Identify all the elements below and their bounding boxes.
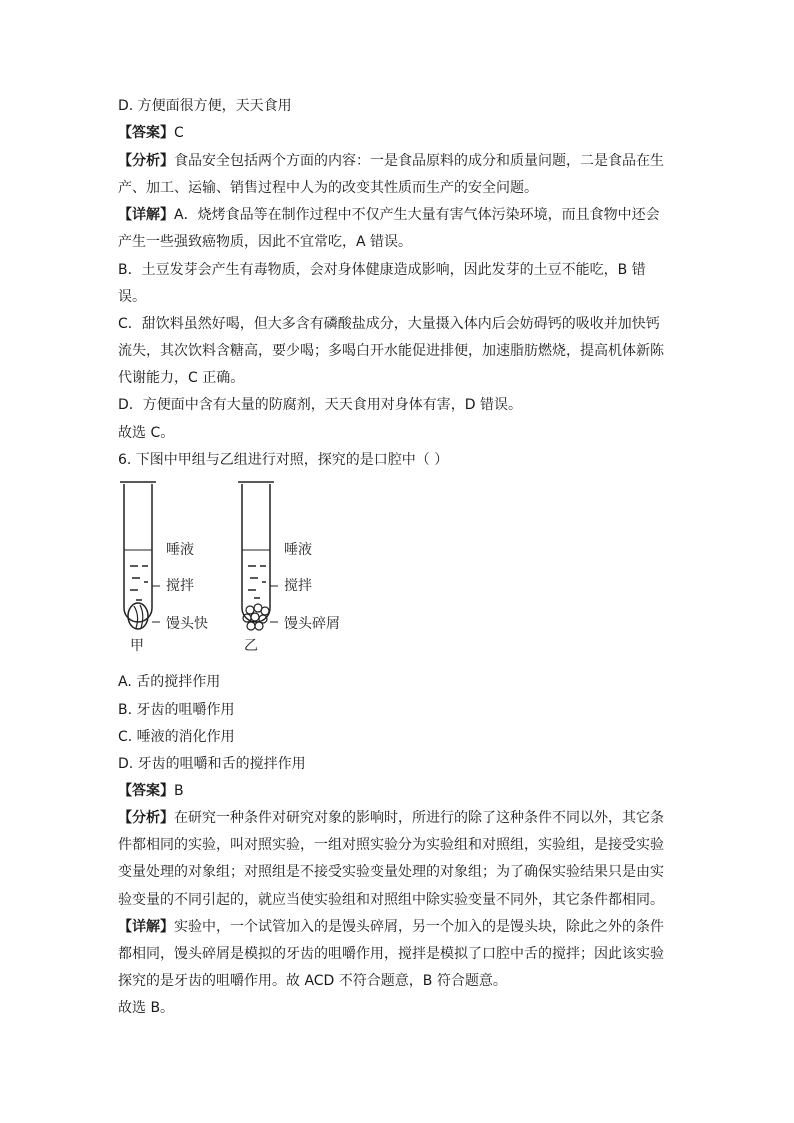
section-tag: 【答案】 xyxy=(118,125,174,141)
line-text: C．甜饮料虽然好喝，但大多含有磷酸盐成分，大量摄入体内后会妨碍钙的吸收并加快钙 xyxy=(118,316,660,332)
line-text: 验变量的不同引起的，就应当使实验组和对照组中除实验变量不同外，其它条件都相同。 xyxy=(118,892,664,908)
line-text: B xyxy=(174,783,184,799)
text-line-9 xyxy=(118,314,660,334)
line-text: 在研究一种条件对研究对象的影响时，所进行的除了这种条件不同以外，其它条 xyxy=(174,810,664,826)
line-text: C. 唾液的消化作用 xyxy=(118,729,235,745)
tube1-saliva-label: 唾液 xyxy=(166,542,194,558)
section-tag: 【详解】 xyxy=(118,207,174,223)
section-tag: 【答案】 xyxy=(118,783,174,799)
text-line-23 xyxy=(118,890,664,910)
line-text: 故选 B。 xyxy=(118,1000,175,1016)
text-line-18 xyxy=(118,754,306,774)
text-line-22 xyxy=(118,862,664,882)
line-text: 实验中，一个试管加入的是馒头碎屑，另一个加入的是馒头块，除此之外的条件 xyxy=(174,919,664,935)
section-tag: 【分析】 xyxy=(118,153,174,169)
section-tag: 【分析】 xyxy=(118,810,174,826)
tube2-content-label: 馒头碎屑 xyxy=(284,616,340,632)
text-line-27 xyxy=(118,998,174,1018)
text-line-21 xyxy=(118,835,664,855)
text-line-13 xyxy=(118,423,174,443)
line-text: B．土豆发芽会产生有毒物质，会对身体健康造成影响，因此发芽的土豆不能吃，B 错 xyxy=(118,262,646,278)
line-text: D．方便面中含有大量的防腐剂，天天食用对身体有害，D 错误。 xyxy=(118,397,523,413)
line-text: D. 牙齿的咀嚼和舌的搅拌作用 xyxy=(118,756,306,772)
section-tag: 【详解】 xyxy=(118,919,174,935)
line-text: B. 牙齿的咀嚼作用 xyxy=(118,702,235,718)
text-line-26 xyxy=(118,971,507,991)
text-line-3 xyxy=(118,151,664,171)
line-text: 食品安全包括两个方面的内容：一是食品原料的成分和质量问题，二是食品在生 xyxy=(174,153,664,169)
text-line-6 xyxy=(118,232,412,252)
text-line-16 xyxy=(118,700,235,720)
text-line-14 xyxy=(118,450,448,470)
line-text: 件都相同的实验，叫对照实验，一组对照实验分为实验组和对照组，实验组，是接受实验 xyxy=(118,837,664,853)
line-text: C xyxy=(174,125,184,141)
text-line-25 xyxy=(118,944,664,964)
test-tube-diagram xyxy=(110,478,370,658)
text-line-4 xyxy=(118,178,538,198)
line-text: 产、加工、运输、销售过程中人为的改变其性质而生产的安全问题。 xyxy=(118,180,538,196)
line-text: 流失，其次饮料含糖高，要少喝；多喝白开水能促进排便，加速脂肪燃烧，提高机体新陈 xyxy=(118,343,664,359)
line-text: 都相同，馒头碎屑是模拟的牙齿的咀嚼作用，搅拌是模拟了口腔中舌的搅拌；因此该实验 xyxy=(118,946,664,962)
test-tube-figure xyxy=(110,478,370,658)
tube2-saliva-label: 唾液 xyxy=(284,542,312,558)
text-line-5 xyxy=(118,205,660,225)
text-line-15 xyxy=(118,672,220,692)
text-line-2 xyxy=(118,123,184,143)
tube-yi xyxy=(238,482,340,654)
tube1-content-label: 馒头快 xyxy=(166,616,208,632)
text-line-8 xyxy=(118,287,146,307)
text-line-1 xyxy=(118,96,292,116)
line-text: 变量处理的对象组；对照组是不接受实验变量处理的对象组；为了确保实验结果只是由实 xyxy=(118,864,664,880)
line-text: D. 方便面很方便，天天食用 xyxy=(118,98,292,114)
text-line-24 xyxy=(118,917,664,937)
tube1-stir-label: 搅拌 xyxy=(166,578,194,594)
tube2-name-label: 乙 xyxy=(244,638,258,654)
text-line-7 xyxy=(118,260,646,280)
line-text: 误。 xyxy=(118,289,146,305)
tube1-name-label: 甲 xyxy=(130,638,144,654)
text-line-17 xyxy=(118,727,235,747)
tube-jia xyxy=(120,482,208,654)
line-text: 代谢能力，C 正确。 xyxy=(118,370,245,386)
text-line-20 xyxy=(118,808,664,828)
line-text: 6. 下图中甲组与乙组进行对照，探究的是口腔中（ ） xyxy=(118,452,449,468)
line-text: 产生一些强致癌物质，因此不宜常吃，A 错误。 xyxy=(118,234,413,250)
text-line-11 xyxy=(118,368,244,388)
text-line-19 xyxy=(118,781,184,801)
text-line-12 xyxy=(118,395,522,415)
text-line-10 xyxy=(118,341,664,361)
line-text: A. 舌的搅拌作用 xyxy=(118,674,221,690)
line-text: 故选 C。 xyxy=(118,425,175,441)
tube2-stir-label: 搅拌 xyxy=(284,578,312,594)
line-text: 探究的是牙齿的咀嚼作用。故 ACD 不符合题意，B 符合题意。 xyxy=(118,973,507,989)
line-text: A．烧烤食品等在制作过程中不仅产生大量有害气体污染环境，而且食物中还会 xyxy=(174,207,660,223)
